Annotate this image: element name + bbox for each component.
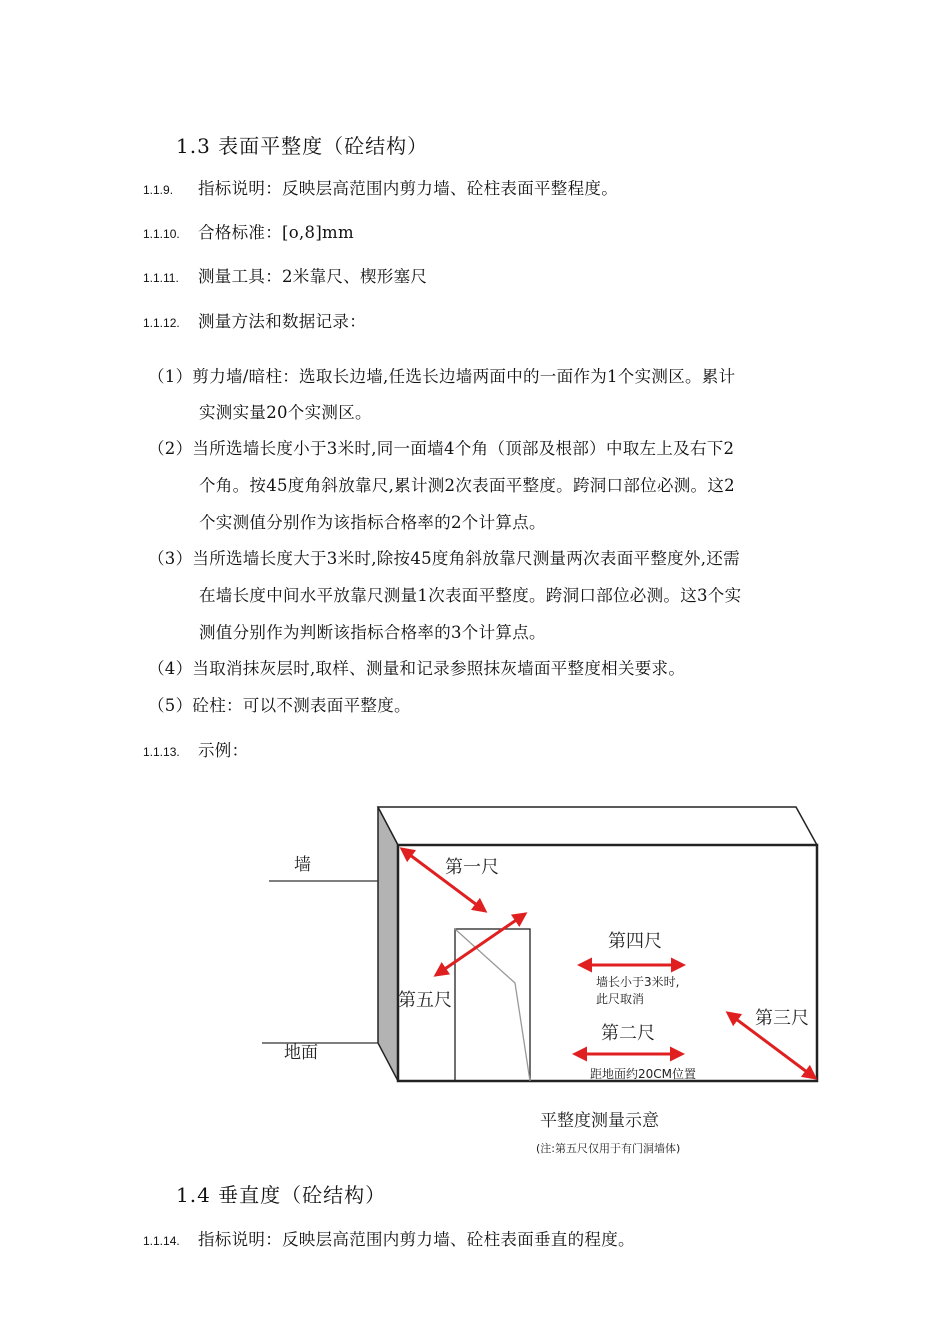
- section-heading: 1.3 表面平整度（砼结构）: [176, 134, 429, 158]
- paragraph-line: （5）砼柱：可以不测表面平整度。: [148, 696, 411, 715]
- item-number: 1.1.11.: [143, 271, 179, 285]
- paragraph-line: 测值分别作为判断该指标合格率的3个计算点。: [199, 623, 546, 642]
- item-text: 示例：: [198, 741, 249, 760]
- item-number: 1.1.9.: [143, 183, 174, 197]
- item-text: 测量工具：2米靠尺、楔形塞尺: [198, 267, 428, 286]
- diagram-caption: 平整度测量示意: [540, 1111, 659, 1131]
- wall-top-face: [378, 807, 817, 845]
- ruler5-label: 第五尺: [398, 990, 452, 1011]
- paragraph-line: 实测实量20个实测区。: [199, 403, 372, 422]
- wall-side-face: [378, 807, 398, 1081]
- item-number: 1.1.13.: [143, 745, 180, 759]
- paragraph-line: （3）当所选墙长度大于3米时,除按45度角斜放靠尺测量两次表面平整度外,还需: [148, 549, 740, 568]
- item-text: 测量方法和数据记录：: [198, 312, 366, 331]
- ruler2-note: 距地面约20CM位置: [590, 1067, 697, 1081]
- item-number: 1.1.12.: [143, 316, 180, 330]
- paragraph-line: 在墙长度中间水平放靠尺测量1次表面平整度。跨洞口部位必测。这3个实: [199, 586, 742, 605]
- item-text: 合格标准：[o,8]mm: [198, 223, 354, 242]
- paragraph-line: 个角。按45度角斜放靠尺,累计测2次表面平整度。跨洞口部位必测。这2: [199, 476, 735, 495]
- item-text: 指标说明：反映层高范围内剪力墙、砼柱表面平整程度。: [198, 179, 618, 198]
- ruler1-label: 第一尺: [445, 857, 499, 878]
- paragraph-line: （1）剪力墙/暗柱：选取长边墙,任选长边墙两面中的一面作为1个实测区。累计: [148, 367, 736, 386]
- ruler2-label: 第二尺: [601, 1023, 655, 1044]
- ruler4-note-line2: 此尺取消: [596, 992, 645, 1006]
- item-number: 1.1.10.: [143, 227, 180, 241]
- ruler4-label: 第四尺: [608, 931, 662, 952]
- section-heading: 1.4 垂直度（砼结构）: [176, 1183, 387, 1207]
- list-item: [143, 1226, 635, 1250]
- ruler3-label: 第三尺: [755, 1008, 809, 1029]
- ruler4-note-line1: 墙长小于3米时,: [596, 975, 680, 989]
- wall-label: 墙: [294, 855, 311, 875]
- ground-label: 地面: [284, 1043, 318, 1063]
- wall-front-face: [398, 845, 817, 1081]
- diagram-caption-note: (注:第五尺仅用于有门洞墙体): [536, 1142, 681, 1155]
- paragraph-line: 个实测值分别作为该指标合格率的2个计算点。: [199, 513, 546, 532]
- item-number: 1.1.14.: [143, 1234, 180, 1248]
- paragraph-line: （2）当所选墙长度小于3米时,同一面墙4个角（顶部及根部）中取左上及右下2: [148, 439, 735, 458]
- paragraph-line: （4）当取消抹灰层时,取样、测量和记录参照抹灰墙面平整度相关要求。: [148, 659, 686, 678]
- item-text: 指标说明：反映层高范围内剪力墙、砼柱表面垂直的程度。: [198, 1230, 635, 1249]
